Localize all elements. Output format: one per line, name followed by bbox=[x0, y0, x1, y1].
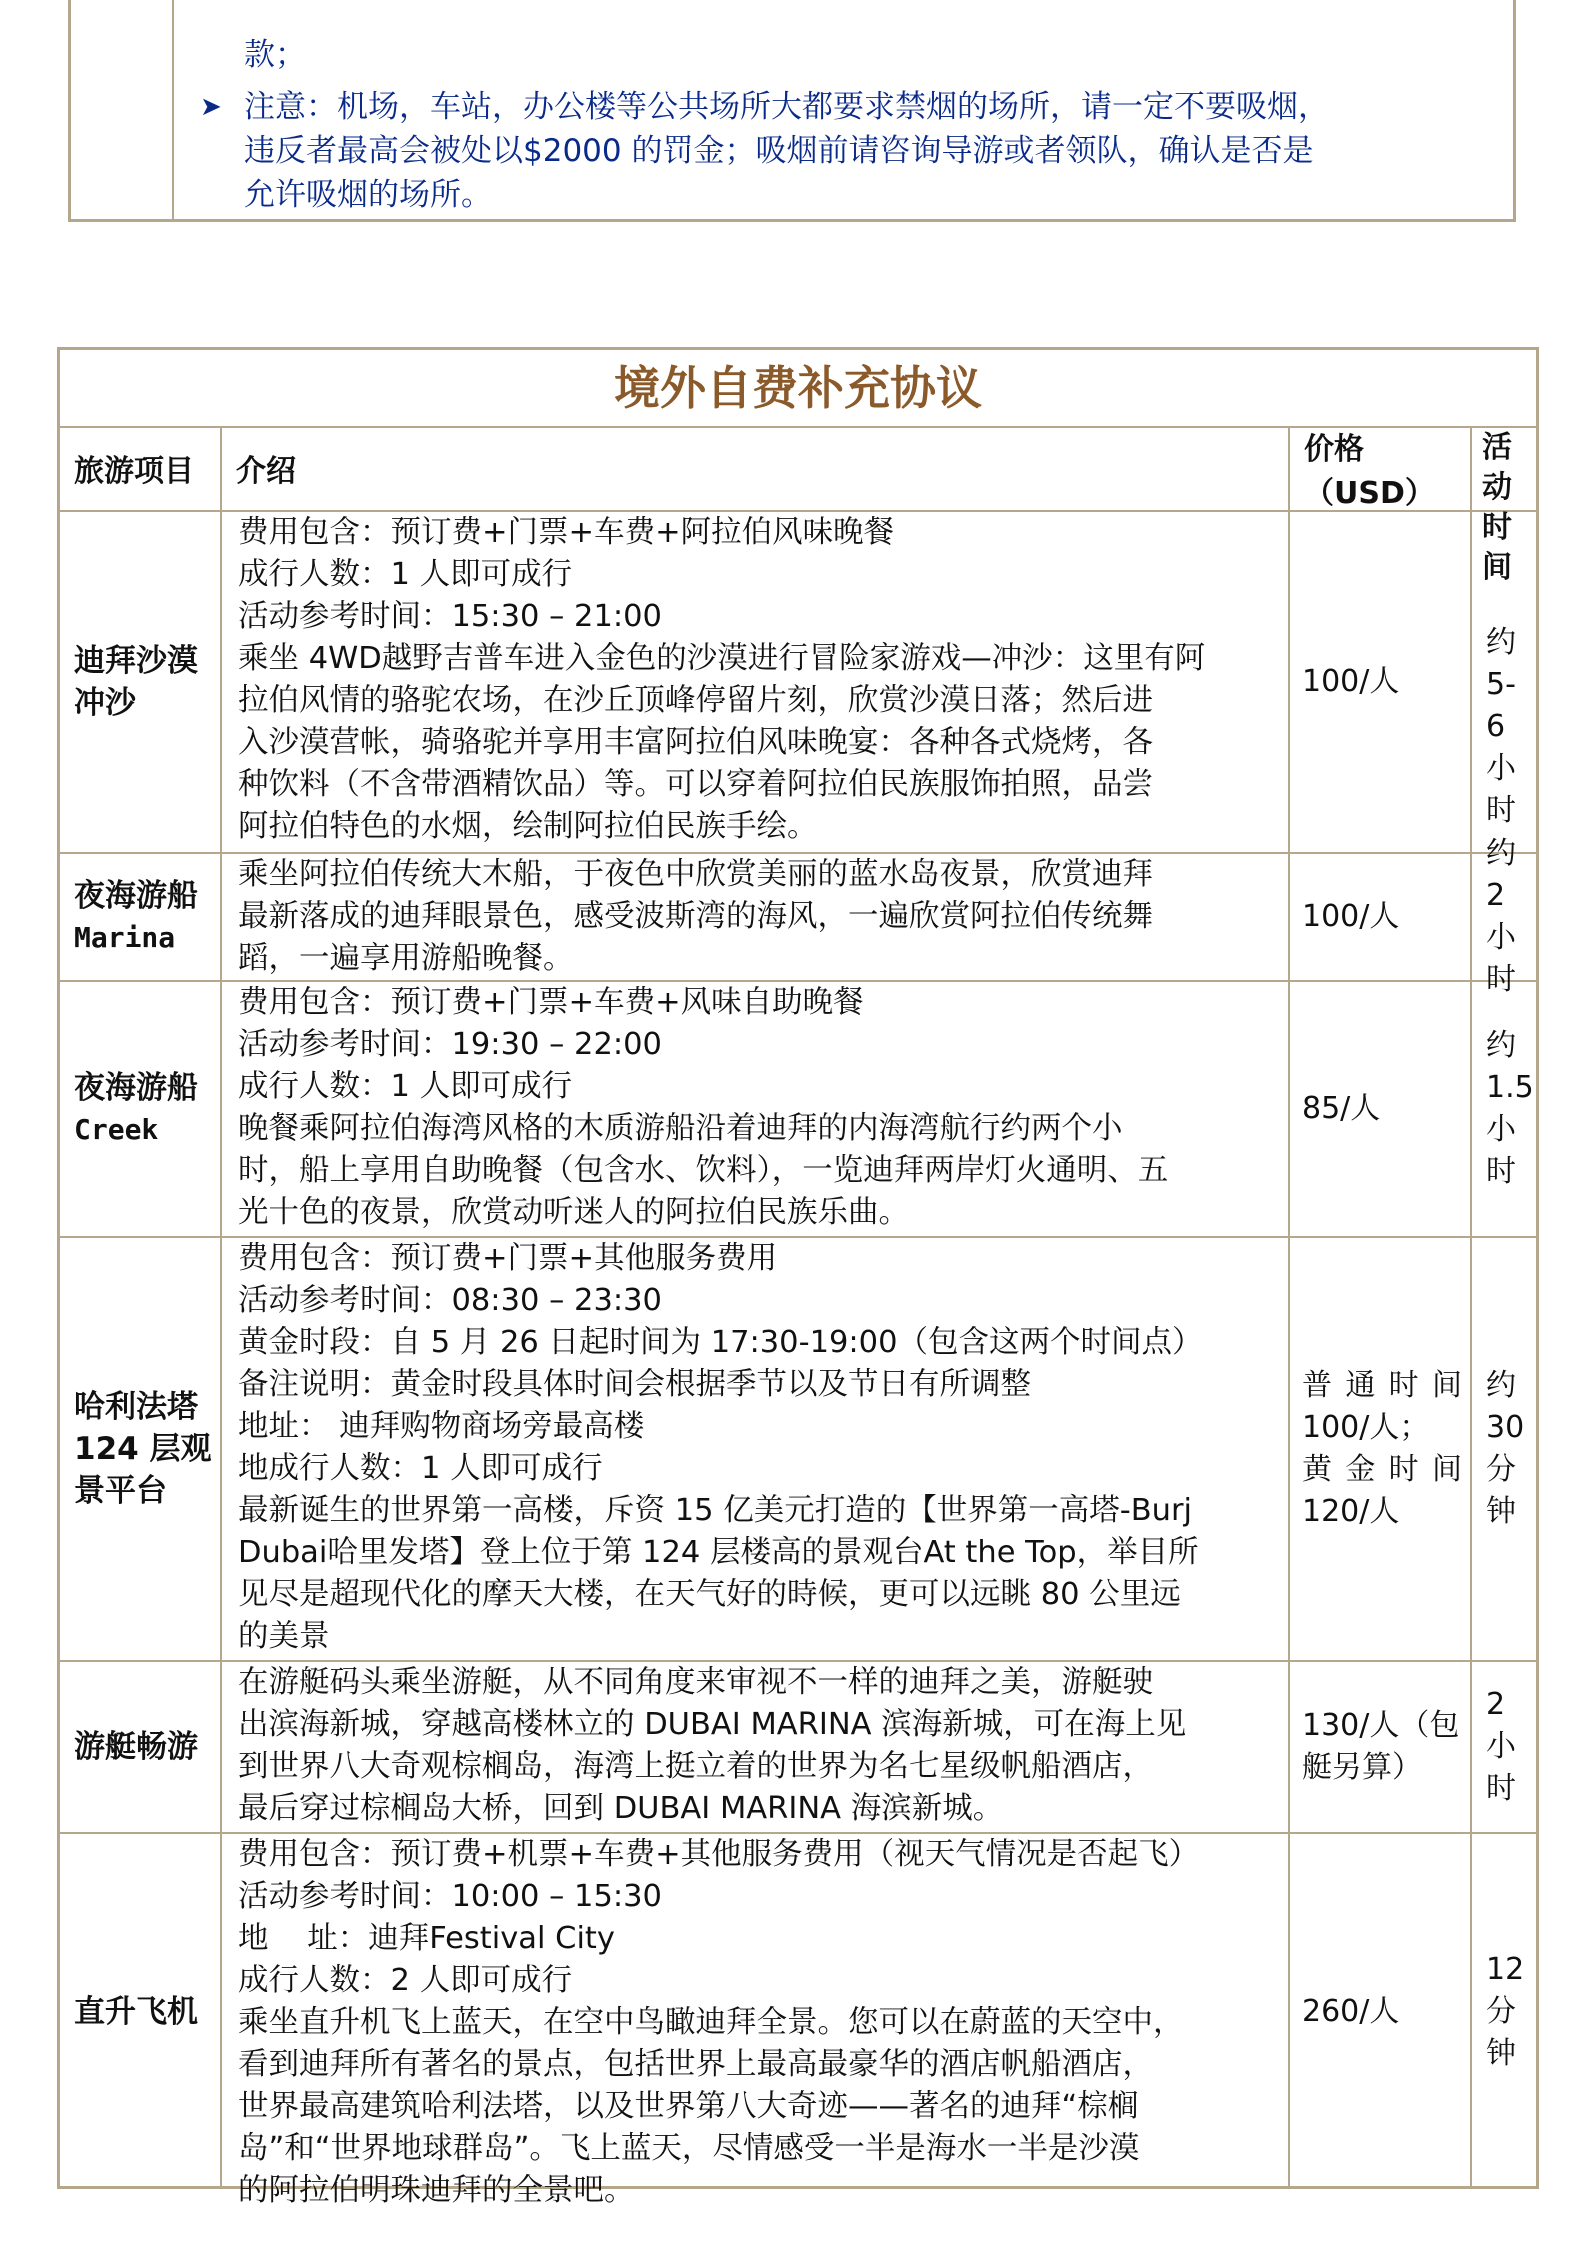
cell-text-line: 拉伯风情的骆驼农场，在沙丘顶峰停留片刻，欣赏沙漠日落；然后进 bbox=[238, 683, 1153, 718]
notice-table bbox=[68, 0, 1516, 222]
cell-text-line: 乘坐直升机飞上蓝天，在空中鸟瞰迪拜全景。您可以在蔚蓝的天空中， bbox=[238, 2005, 1184, 2040]
row-intro bbox=[222, 1662, 1290, 1832]
cell-text-line: 冲沙 bbox=[74, 685, 136, 721]
cell-text-line: 直升飞机 bbox=[74, 1993, 198, 2030]
row-name bbox=[60, 1662, 222, 1832]
table-row bbox=[60, 982, 1536, 1238]
cell-text-line: 费用包含：预订费+门票+车费+阿拉伯风味晚餐 bbox=[238, 515, 895, 550]
cell-text-line: 乘坐 4WD越野吉普车进入金色的沙漠进行冒险家游戏—冲沙：这里有阿 bbox=[238, 641, 1206, 676]
cell-text-line: 分钟 bbox=[1486, 1452, 1516, 1529]
cell-text-line: 120/人 bbox=[1302, 1494, 1400, 1529]
row-name bbox=[60, 512, 222, 852]
header-price: 价格（USD） bbox=[1290, 426, 1472, 510]
cell-text-line: 间 bbox=[1482, 550, 1512, 585]
cell-text-line: 活动时 bbox=[1482, 430, 1512, 545]
cell-text-line: 活动参考时间：10:00 – 15:30 bbox=[238, 1879, 662, 1914]
row-price bbox=[1290, 982, 1472, 1236]
cell-text-line: 100/人 bbox=[1302, 899, 1400, 934]
cell-text-line: 成行人数：1 人即可成行 bbox=[238, 557, 573, 592]
cell-text-line: 最后穿过棕榈岛大桥，回到 DUBAI MARINA 海滨新城。 bbox=[238, 1791, 1004, 1826]
cell-text-line: 约 2 小 bbox=[1486, 836, 1516, 955]
header-item: 旅游项目 bbox=[60, 426, 222, 510]
row-intro bbox=[222, 982, 1290, 1236]
row-price bbox=[1290, 854, 1472, 980]
notice-line: 款； bbox=[244, 37, 306, 73]
cell-text-line: 世界最高建筑哈利法塔，以及世界第八大奇迹——著名的迪拜“棕榈 bbox=[238, 2089, 1139, 2124]
cell-text-line: 游艇畅游 bbox=[74, 1729, 198, 1765]
row-intro bbox=[222, 854, 1290, 980]
cell-text-line: 晚餐乘阿拉伯海湾风格的木质游船沿着迪拜的内海湾航行约两个小 bbox=[238, 1111, 1123, 1146]
row-price bbox=[1290, 1834, 1472, 2189]
table-row bbox=[60, 836, 1536, 997]
cell-text-line: 地址： 迪拜购物商场旁最高楼 bbox=[238, 1409, 645, 1444]
cell-text-line: 时，船上享用自助晚餐（包含水、饮料），一览迪拜两岸灯火通明、五 bbox=[238, 1153, 1169, 1188]
cell-text-line: Creek bbox=[74, 1113, 159, 1146]
cell-text-line: 费用包含：预订费+门票+其他服务费用 bbox=[238, 1241, 778, 1276]
cell-text-line: 85/人 bbox=[1302, 1091, 1381, 1126]
row-intro bbox=[222, 512, 1290, 852]
cell-text-line: 黄金时段：自 5 月 26 日起时间为 17:30-19:00（包含这两个时间点） bbox=[238, 1325, 1203, 1360]
notice-line: 注意：机场，车站，办公楼等公共场所大都要求禁烟的场所，请一定不要吸烟， bbox=[244, 89, 1329, 125]
cell-text-line: 100/人； bbox=[1302, 1410, 1430, 1445]
table-row bbox=[60, 512, 1536, 854]
notice-line: 违反者最高会被处以$2000 的罚金；吸烟前请咨询导游或者领队，确认是否是 bbox=[244, 133, 1314, 169]
row-name bbox=[60, 1834, 222, 2189]
cell-text-line: 见尽是超现代化的摩天大楼，在天气好的時候，更可以远眺 80 公里远 bbox=[238, 1577, 1181, 1612]
cell-text-line: 夜海游船 bbox=[74, 1070, 198, 1106]
row-intro bbox=[222, 1834, 1290, 2208]
row-duration bbox=[1472, 982, 1536, 1236]
cell-text-line: Marina bbox=[74, 921, 176, 954]
cell-text-line: 阿拉伯特色的水烟，绘制阿拉伯民族手绘。 bbox=[238, 809, 818, 844]
cell-text-line: 的美景 bbox=[238, 1619, 330, 1654]
arrow-bullet-icon: ➤ bbox=[200, 92, 222, 122]
cell-text-line: 费用包含：预订费+机票+车费+其他服务费用（视天气情况是否起飞） bbox=[238, 1837, 1200, 1872]
row-duration bbox=[1472, 1834, 1536, 2189]
cell-text-line: 乘坐阿拉伯传统大木船，于夜色中欣赏美丽的蓝水岛夜景，欣赏迪拜 bbox=[238, 857, 1153, 892]
cell-text-line: 的阿拉伯明珠迪拜的全景吧。 bbox=[238, 2173, 635, 2208]
header-intro: 介绍 bbox=[222, 426, 1290, 510]
cell-text-line: 约 1.5 bbox=[1486, 1028, 1534, 1105]
table-title: 境外自费补充协议 bbox=[60, 350, 1536, 428]
row-duration bbox=[1472, 836, 1536, 997]
cell-text-line: 小时 bbox=[1486, 751, 1516, 828]
notice-left-cell bbox=[71, 0, 174, 219]
table-row bbox=[60, 1238, 1536, 1662]
cell-text-line: 活动参考时间：15:30 – 21:00 bbox=[238, 599, 662, 634]
cell-text-line: 约 30 bbox=[1486, 1368, 1525, 1445]
cell-text-line: 岛”和“世界地球群岛”。飞上蓝天，尽情感受一半是海水一半是沙漠 bbox=[238, 2131, 1140, 2166]
cell-text-line: 260/人 bbox=[1302, 1993, 1400, 2029]
cell-text-line: 普通时间 bbox=[1302, 1368, 1462, 1403]
cell-text-line: 种饮料（不含带酒精饮品）等。可以穿着阿拉伯民族服饰拍照，品尝 bbox=[238, 767, 1153, 802]
row-price bbox=[1290, 512, 1472, 852]
cell-text-line: 活动参考时间：19:30 – 22:00 bbox=[238, 1027, 662, 1062]
cell-text-line: 哈利法塔 bbox=[74, 1389, 198, 1425]
cell-text-line: 到世界八大奇观棕榈岛，海湾上挺立着的世界为名七星级帆船酒店， bbox=[238, 1749, 1153, 1784]
cell-text-line: 100/人 bbox=[1302, 664, 1400, 699]
row-duration bbox=[1472, 512, 1536, 852]
row-name bbox=[60, 854, 222, 980]
table-row bbox=[60, 1662, 1536, 1834]
cell-text-line: 出滨海新城，穿越高楼林立的 DUBAI MARINA 滨海新城，可在海上见 bbox=[238, 1707, 1187, 1742]
table-row bbox=[60, 1834, 1536, 2208]
cell-text-line: 在游艇码头乘坐游艇，从不同角度来审视不一样的迪拜之美，游艇驶 bbox=[238, 1665, 1153, 1700]
cell-text-line: 成行人数：2 人即可成行 bbox=[238, 1963, 573, 1998]
cell-text-line: 光十色的夜景，欣赏动听迷人的阿拉伯民族乐曲。 bbox=[238, 1195, 909, 1230]
row-price bbox=[1290, 1238, 1472, 1660]
row-name bbox=[60, 1238, 222, 1660]
header-duration bbox=[1472, 426, 1536, 585]
cell-text-line: 迪拜沙漠 bbox=[74, 643, 198, 679]
cell-text-line: 124 层观 bbox=[74, 1431, 212, 1467]
row-duration bbox=[1472, 1662, 1536, 1832]
cell-text-line: 蹈，一遍享用游船晚餐。 bbox=[238, 941, 574, 976]
cell-text-line: 时 bbox=[1486, 962, 1516, 997]
cell-text-line: 130/人（包 bbox=[1302, 1708, 1460, 1743]
cell-text-line: 活动参考时间：08:30 – 23:30 bbox=[238, 1283, 662, 1318]
cell-text-line: 2 小时 bbox=[1486, 1687, 1516, 1806]
optional-activities-table bbox=[57, 347, 1539, 2208]
row-duration bbox=[1472, 1238, 1536, 1660]
cell-text-line: 成行人数：1 人即可成行 bbox=[238, 1069, 573, 1104]
cell-text-line: 约 5-6 bbox=[1486, 625, 1516, 744]
cell-text-line: 费用包含：预订费+门票+车费+风味自助晚餐 bbox=[238, 985, 864, 1020]
cell-text-line: Dubai哈里发塔】登上位于第 124 层楼高的景观台At the Top，举目所 bbox=[238, 1535, 1199, 1570]
cell-text-line: 夜海游船 bbox=[74, 878, 198, 914]
cell-text-line: 黄金时间 bbox=[1302, 1452, 1462, 1487]
notice-right-cell bbox=[174, 0, 1513, 219]
cell-text-line: 入沙漠营帐，骑骆驼并享用丰富阿拉伯风味晚宴：各种各式烧烤，各 bbox=[238, 725, 1153, 760]
cell-text-line: 小时 bbox=[1486, 1112, 1516, 1189]
cell-text-line: 景平台 bbox=[74, 1473, 167, 1509]
row-price bbox=[1290, 1662, 1472, 1832]
row-intro bbox=[222, 1238, 1290, 1660]
cell-text-line: 12 分钟 bbox=[1486, 1951, 1525, 2071]
cell-text-line: 最新落成的迪拜眼景色，感受波斯湾的海风，一遍欣赏阿拉伯传统舞 bbox=[238, 899, 1153, 934]
row-name bbox=[60, 982, 222, 1236]
cell-text-line: 最新诞生的世界第一高楼，斥资 15 亿美元打造的【世界第一高塔-Burj bbox=[238, 1493, 1192, 1528]
cell-text-line: 地成行人数：1 人即可成行 bbox=[238, 1451, 603, 1486]
notice-line: 允许吸烟的场所。 bbox=[244, 177, 492, 213]
cell-text-line: 地 址：迪拜Festival City bbox=[238, 1921, 615, 1956]
cell-text-line: 备注说明：黄金时段具体时间会根据季节以及节日有所调整 bbox=[238, 1367, 1031, 1402]
cell-text-line: 艇另算） bbox=[1302, 1750, 1422, 1785]
cell-text-line: 看到迪拜所有著名的景点，包括世界上最高最豪华的酒店帆船酒店， bbox=[238, 2047, 1153, 2082]
